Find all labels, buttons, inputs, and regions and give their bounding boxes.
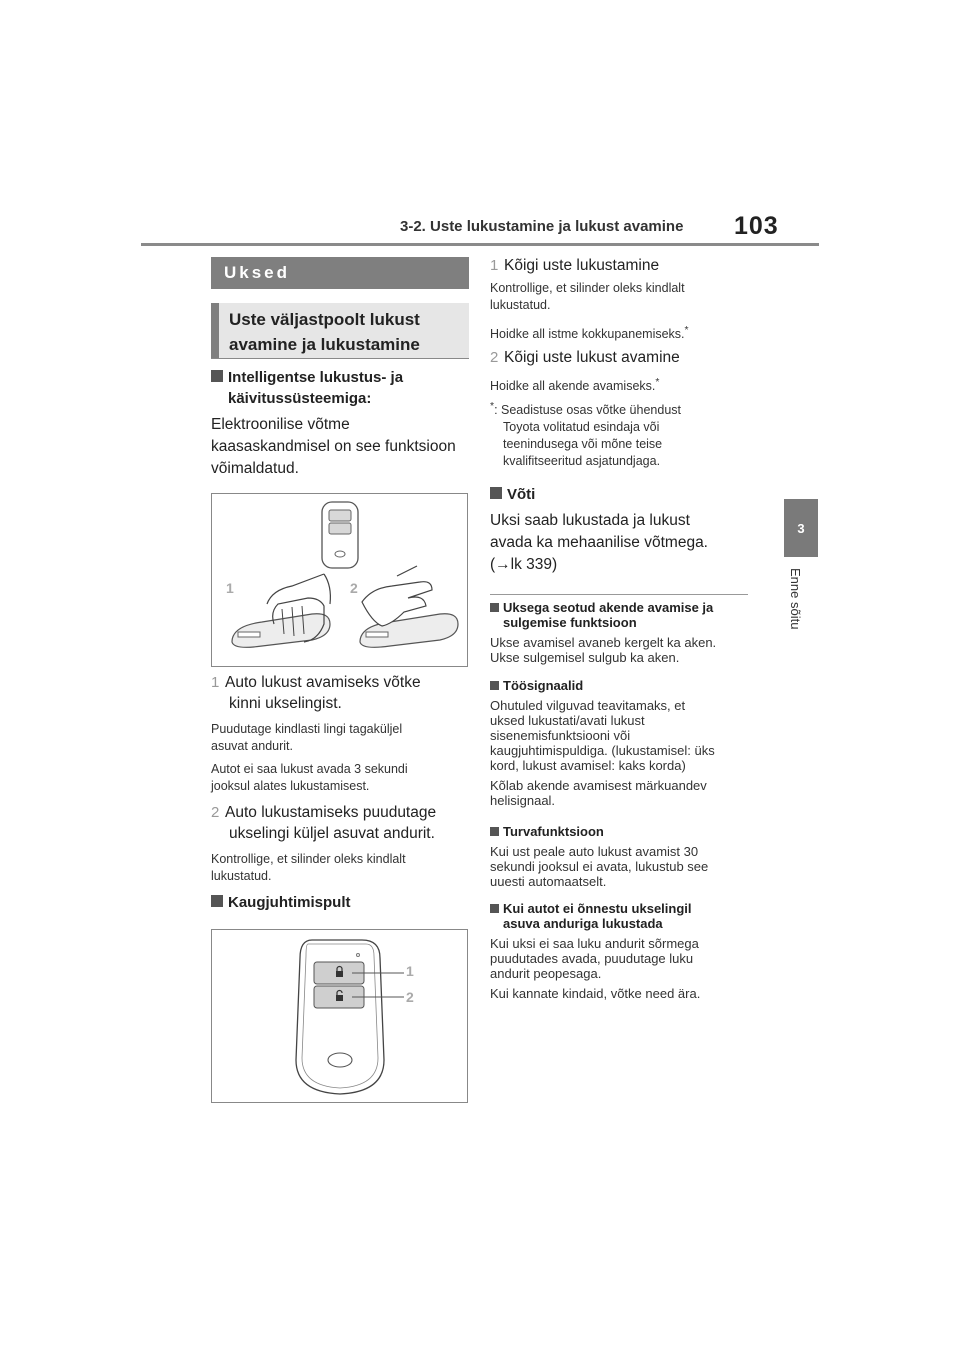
key-heading: [490, 486, 535, 503]
square-bullet-icon: [490, 487, 502, 499]
figure1-label-2: 2: [350, 580, 358, 596]
figure2-label-1: 1: [406, 963, 414, 979]
note-operation-signals: [490, 678, 752, 808]
smart-text-line1: Elektroonilise võtme: [211, 416, 350, 433]
step-1: [211, 672, 473, 714]
footnote-line4: kvalifitseeritud asjatundjaga.: [503, 454, 661, 469]
remote-heading-text: Kaugjuhtimispult: [228, 894, 351, 911]
step-1-note1-line2: asuvat andurit.: [211, 739, 293, 753]
figure2-label-2: 2: [406, 989, 414, 1005]
chapter-name: Enne sõitu: [788, 568, 803, 630]
note3-text-line2: sekundi jooksul ei avata, lukustub see: [490, 859, 709, 874]
note-security-function: [490, 824, 752, 889]
door-handle-drawing: [212, 494, 467, 666]
square-bullet-icon: [490, 904, 499, 913]
note4-text-line3: andurit peopesaga.: [490, 966, 602, 981]
step-1-note2-line2: jooksul alates lukustamisest.: [211, 779, 370, 793]
note4-text2: Kui kannate kindaid, võtke need ära.: [490, 986, 701, 1001]
step-1-note2-line1: Autot ei saa lukust avada 3 sekundi: [211, 762, 408, 776]
note2-text-line3: sisenemisfunktsiooni või: [490, 728, 631, 743]
unlock-all-title: [490, 347, 680, 368]
remote-heading: [211, 894, 351, 911]
lock-all-note: [490, 280, 752, 314]
note2-text-line5: kord, lukust avamisel: kaks korda): [490, 758, 686, 773]
note1-text-line1: Ukse avamisel avaneb kergelt ka aken.: [490, 635, 717, 650]
section-band: [211, 257, 469, 289]
note3-head: Turvafunktsioon: [503, 824, 604, 839]
section-band-title: Uksed: [224, 263, 291, 282]
note1-head-line2: sulgemise funktsioon: [503, 615, 637, 630]
step-2-note: [211, 851, 473, 885]
lock-all-number: 1: [490, 257, 499, 274]
note1-head-line1: Uksega seotud akende avamise ja: [503, 600, 714, 615]
lock-all-title: [490, 255, 659, 276]
note-window-function: [490, 600, 752, 665]
key-text: [490, 510, 760, 576]
step-1-note1-line1: Puudutage kindlasti lingi tagaküljel: [211, 722, 403, 736]
step-2-number: 2: [211, 804, 220, 821]
unlock-all-note-text: Hoidke all akende avamiseks.: [490, 379, 656, 394]
figure1-label-1: 1: [226, 580, 234, 596]
page-number: 103: [734, 212, 779, 240]
step-1-note1: [211, 721, 473, 755]
lock-all-note2: [490, 322, 752, 343]
note3-text-line1: Kui ust peale auto lukust avamist 30: [490, 844, 699, 859]
note1-text-line2: Ukse sulgemisel sulgub ka aken.: [490, 650, 680, 665]
header-rule: [141, 243, 819, 246]
square-bullet-icon: [211, 895, 223, 907]
remote-key-illustration: [211, 929, 468, 1103]
note-sensor-lock: [490, 901, 752, 1001]
door-handle-illustration: [211, 493, 468, 667]
step-1-note2: [211, 761, 473, 795]
footnote-star: *: [490, 401, 495, 412]
notes-divider: [490, 594, 748, 595]
smart-text-line3: võimaldatud.: [211, 460, 299, 477]
subsection-title: [211, 303, 469, 359]
note4-head-line1: Kui autot ei õnnestu ukselingil: [503, 901, 692, 916]
unlock-all-text: Kõigi uste lukust avamine: [504, 349, 680, 366]
note2-text2-line1: Kõlab akende avamisest märkuandev: [490, 778, 707, 793]
square-bullet-icon: [211, 370, 223, 382]
step-2-line2: ukselingi küljel asuvat andurit.: [229, 825, 435, 842]
key-heading-text: Võti: [507, 486, 536, 503]
note4-text-line1: Kui uksi ei saa luku andurit sõrmega: [490, 936, 699, 951]
square-bullet-icon: [490, 827, 499, 836]
square-bullet-icon: [490, 603, 499, 612]
note3-text-line3: uuesti automaatselt.: [490, 874, 607, 889]
smart-heading-line2: käivitussüsteemiga:: [228, 390, 372, 407]
step-1-line1: Auto lukust avamiseks võtke: [225, 674, 421, 691]
footnote-marker: *: [684, 325, 689, 336]
step-1-number: 1: [211, 674, 220, 691]
footnote-marker: *: [655, 377, 660, 388]
footnote: [490, 398, 752, 470]
unlock-all-number: 2: [490, 349, 499, 366]
remote-key-drawing: [212, 930, 467, 1102]
footnote-line2: Toyota volitatud esindaja või: [503, 420, 660, 435]
lock-all-note-line2: lukustatud.: [490, 298, 551, 312]
note2-text2-line2: helisignaal.: [490, 793, 556, 808]
note2-text-line2: uksed lukustati/avati lukust: [490, 713, 645, 728]
smart-text: [211, 414, 481, 480]
subsection-rule: [211, 358, 469, 359]
key-text-line1: Uksi saab lukustada ja lukust: [490, 512, 690, 529]
smart-heading: [211, 367, 471, 409]
square-bullet-icon: [490, 681, 499, 690]
smart-text-line2: kaasaskandmisel on see funktsioon: [211, 438, 456, 455]
section-title: 3-2. Uste lukustamine ja lukust avamine: [400, 218, 684, 235]
note2-text-line4: kaugjuhtimispuldiga. (lukustamisel: üks: [490, 743, 715, 758]
subsection-title-line2: avamine ja lukustamine: [229, 335, 420, 354]
note4-head-line2: asuva anduriga lukustada: [503, 916, 663, 931]
step-2: [211, 802, 473, 844]
step-2-note-line2: lukustatud.: [211, 869, 272, 883]
lock-all-text: Kõigi uste lukustamine: [504, 257, 660, 274]
step-2-line1: Auto lukustamiseks puudutage: [225, 804, 437, 821]
lock-all-note-line1: Kontrollige, et silinder oleks kindlalt: [490, 281, 685, 295]
footnote-line1: : Seadistuse osas võtke ühendust: [494, 403, 681, 418]
step-2-note-line1: Kontrollige, et silinder oleks kindlalt: [211, 852, 406, 866]
chapter-tab: 3: [784, 499, 818, 557]
note2-text-line1: Ohutuled vilguvad teavitamaks, et: [490, 698, 686, 713]
subsection-title-line1: Uste väljastpoolt lukust: [229, 310, 420, 329]
smart-heading-line1: Intelligentse lukustus- ja: [228, 369, 404, 386]
lock-all-note2-text: Hoidke all istme kokkupanemiseks.: [490, 327, 685, 342]
key-text-line3[interactable]: (→lk 339): [490, 556, 558, 573]
note4-text-line2: puudutades avada, puudutage luku: [490, 951, 694, 966]
unlock-all-note: [490, 374, 752, 395]
key-text-line2: avada ka mehaanilise võtmega.: [490, 534, 708, 551]
step-1-line2: kinni ukselingist.: [229, 695, 342, 712]
footnote-line3: teenindusega või mõne teise: [503, 437, 663, 452]
note2-head: Töösignaalid: [503, 678, 584, 693]
